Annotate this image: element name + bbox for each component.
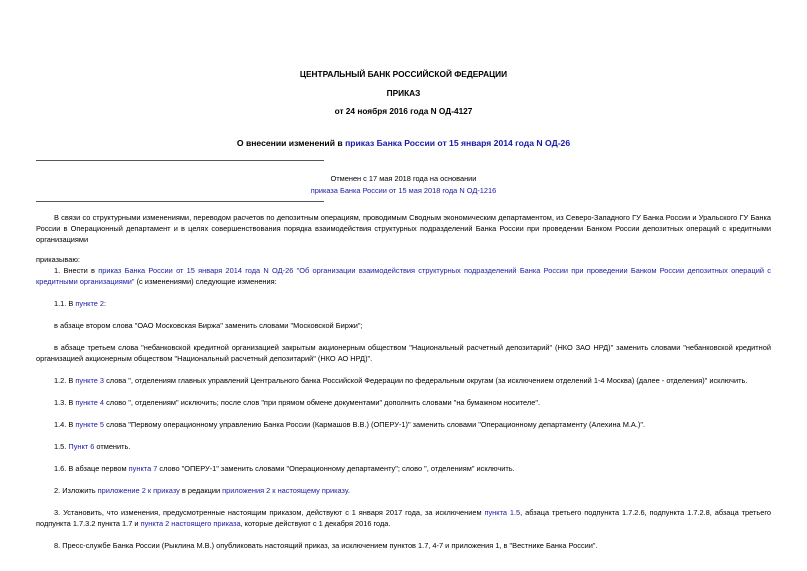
paragraph-3-link-2[interactable]: пункта 2 настоящего приказа bbox=[140, 519, 241, 528]
paragraph-1-3-link[interactable]: пункте 4 bbox=[75, 398, 105, 407]
paragraph-3-link-1-5[interactable]: пункта 1.5 bbox=[484, 508, 521, 517]
org-heading: ЦЕНТРАЛЬНЫЙ БАНК РОССИЙСКОЙ ФЕДЕРАЦИИ bbox=[299, 69, 508, 79]
bottom-divider bbox=[36, 201, 324, 202]
document-body bbox=[36, 212, 771, 551]
paragraph-1-5-link[interactable]: Пункт 6 bbox=[68, 442, 95, 451]
paragraph-1-3-text: 1.3. В bbox=[54, 398, 76, 407]
paragraph-1-2-link[interactable]: пункте 3 bbox=[75, 376, 105, 385]
paragraph-8: 8. Пресс-службе Банка России (Рыклина М.В.) опубликовать настоящий приказ, за исключением пунктов 1.7, 4-7 и приложения 1, в "Вестнике Банка России". bbox=[54, 541, 598, 550]
doc-date-number: от 24 ноября 2016 года N ОД-4127 bbox=[334, 106, 473, 116]
paragraph-3-text: 3. Установить, что изменения, предусмотренные настоящим приказом, действуют с 1 января 2017 года, за исключением bbox=[54, 508, 485, 517]
top-divider bbox=[36, 160, 324, 161]
paragraph-1-2 bbox=[36, 375, 771, 386]
paragraph-1-link[interactable]: приказ Банка России от 15 января 2014 года N ОД-26 "Об организации взаимодействия структурных подразделений Банка России при проведении Банком России депозитных операций с кредитными организациями" bbox=[36, 266, 771, 286]
paragraph-2-tail: . bbox=[347, 486, 350, 495]
paragraph-2-mid: в редакции bbox=[179, 486, 223, 495]
paragraph-1-1-tail: : bbox=[104, 299, 107, 308]
paragraph-1-4-text: 1.4. В bbox=[54, 420, 76, 429]
paragraph-1-2-tail: слова ", отделениям главных управлений Центрального банка Российской Федерации по федеральным округам (за исключением отделений 1-4 Москва) (далее - отделения)" исключить. bbox=[104, 376, 748, 385]
paragraph-1-3-tail: слово ", отделениям" исключить; после слов "при прямом обмене документами" дополнить словами "на бумажном носителе". bbox=[104, 398, 541, 407]
paragraph-1-4-tail: слова "Первому операционному управлению Банка России (Кармашов В.В.) (ОПЕРУ-1)" заменить словами "Операционному департаменту (Алехина М.А.)". bbox=[104, 420, 646, 429]
paragraph-1-text: 1. Внести в bbox=[54, 266, 99, 275]
paragraph-1-6-link[interactable]: пункта 7 bbox=[128, 464, 158, 473]
appendix-2-link[interactable]: приложение 2 к приказу bbox=[97, 486, 180, 495]
paragraph-1-1-abzac-3: в абзаце третьем слова "небанковской кредитной организацией закрытым акционерным обществом "Национальный расчетный депозитарий" (НКО ЗАО НРД)" заменить словами "небанковской кредитной организацией акционерным обществом "Национальный расчетный депозитарий" (НКО АО НРД)". bbox=[36, 343, 771, 363]
paragraph-1-6-text: 1.6. В абзаце первом bbox=[54, 464, 129, 473]
paragraph-1-4-link[interactable]: пункте 5 bbox=[75, 420, 105, 429]
paragraph-1-5-text: 1.5. bbox=[54, 442, 69, 451]
paragraph-1-1-abzac-2: в абзаце втором слова "ОАО Московская Биржа" заменить словами "Московской Биржи"; bbox=[54, 321, 363, 330]
doc-type-heading: ПРИКАЗ bbox=[386, 88, 421, 98]
cancellation-note bbox=[240, 173, 567, 197]
paragraph-1-3 bbox=[36, 397, 771, 408]
paragraph-3 bbox=[36, 507, 771, 529]
paragraph-1-5-tail: отменить. bbox=[94, 442, 131, 451]
paragraph-1-1 bbox=[36, 298, 771, 309]
cancellation-order-link[interactable]: приказа Банка России от 15 мая 2018 года N ОД-1216 bbox=[310, 186, 497, 195]
intro-paragraph: В связи со структурными изменениями, переводом расчетов по депозитным операциям, проводимым Сводным экономическим департаментом, из Северо-Западного ГУ Банка России и Уральского ГУ Банка России в Операционный департамент и в целях совершенствования порядка взаимодействия структурных подразделений Банка России при проведении Банком России депозитных операций с кредитными организациями bbox=[36, 213, 771, 244]
paragraph-3-mid: , абзаца третьего подпункта 1.7.2.6, подпункта 1.7.2.8, абзаца третьего подпункта 1.7.3.2 пункта 1.7 и bbox=[36, 508, 772, 528]
paragraph-1-1-link[interactable]: пункте 2 bbox=[75, 299, 105, 308]
paragraph-1 bbox=[36, 265, 771, 287]
doc-title-prefix: О внесении изменений в bbox=[236, 138, 346, 148]
cancellation-note-text: Отменен с 17 мая 2018 года на основании bbox=[330, 174, 477, 183]
paragraph-1-5 bbox=[36, 441, 771, 452]
paragraph-2 bbox=[36, 485, 771, 496]
appendix-2-current-link[interactable]: приложения 2 к настоящему приказу bbox=[222, 486, 348, 495]
paragraph-1-4 bbox=[36, 419, 771, 430]
paragraph-1-tail: (с изменениями) следующие изменения: bbox=[134, 277, 277, 286]
paragraph-1-6 bbox=[36, 463, 771, 474]
doc-title bbox=[0, 138, 807, 149]
paragraph-1-6-tail: слово "ОПЕРУ-1" заменить словами "Операционному департаменту"; слово ", отделениям" исключить. bbox=[157, 464, 515, 473]
paragraph-3-tail: , которые действуют с 1 декабря 2016 года. bbox=[240, 519, 391, 528]
paragraph-2-text: 2. Изложить bbox=[54, 486, 98, 495]
paragraph-1-1-text: 1.1. В bbox=[54, 299, 76, 308]
paragraph-1-2-text: 1.2. В bbox=[54, 376, 76, 385]
order-word: приказываю: bbox=[36, 255, 80, 264]
doc-title-link[interactable]: приказ Банка России от 15 января 2014 года N ОД-26 bbox=[345, 138, 571, 148]
